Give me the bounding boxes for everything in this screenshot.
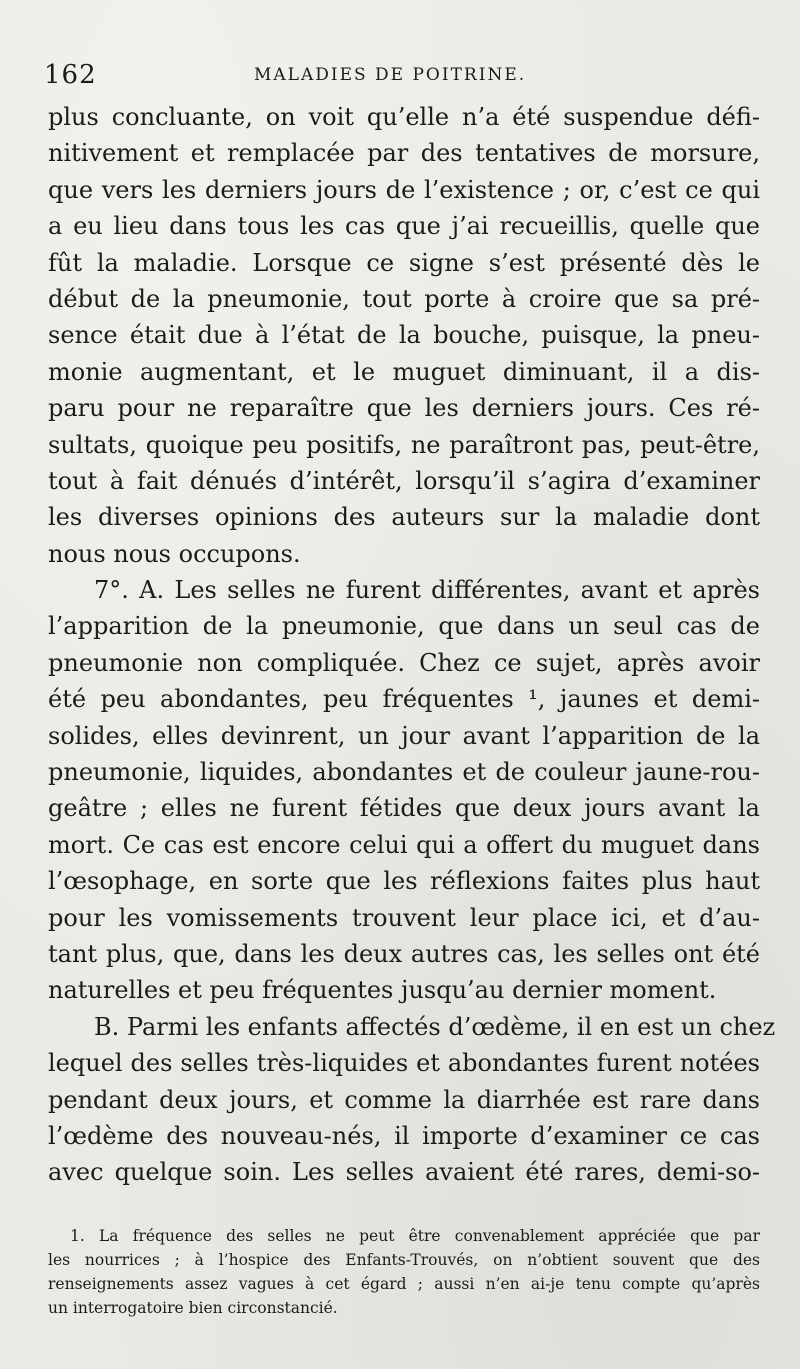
text-line: naturelles et peu fréquentes jusqu’au dernier moment. [48,976,717,1005]
text-line: fût la maladie. Lorsque ce signe s’est présenté dès le [48,248,760,277]
page-number: 162 [44,60,97,90]
footnote-line: les nourrices ; à l’hospice des Enfants-Trouvés, on n’obtient souvent que des [48,1251,760,1269]
text-line: geâtre ; elles ne furent fétides que deux jours avant la [48,794,760,823]
text-line: pour les vomissements trouvent leur place ici, et d’au- [48,903,760,932]
text-line: l’œsophage, en sorte que les réflexions faites plus haut [48,867,760,896]
text-line: nitivement et remplacée par des tentatives de morsure, [48,139,760,168]
text-line: solides, elles devinrent, un jour avant l’apparition de la [48,721,760,750]
text-line: l’œdème des nouveau-nés, il importe d’examiner ce cas [48,1121,760,1150]
text-line: nous nous occupons. [48,539,301,568]
text-line: avec quelque soin. Les selles avaient été rares, demi-so- [48,1158,760,1187]
text-line: été peu abondantes, peu fréquentes ¹, jaunes et demi- [48,685,760,714]
text-line: sence était due à l’état de la bouche, puisque, la pneu- [48,321,760,350]
body-text [48,99,776,1191]
footnotes [48,1224,760,1320]
text-line: tout à fait dénués d’intérêt, lorsqu’il s’agira d’examiner [48,466,760,495]
text-line: tant plus, que, dans les deux autres cas, les selles ont été [48,939,760,968]
text-line: pneumonie, liquides, abondantes et de couleur jaune-rou- [48,758,760,787]
footnote-line: un interrogatoire bien circonstancié. [48,1299,338,1317]
footnote-line: renseignements assez vagues à cet égard ; aussi n’en ai-je tenu compte qu’après [48,1275,760,1293]
text-line: les diverses opinions des auteurs sur la maladie dont [48,503,760,532]
text-line: début de la pneumonie, tout porte à croire que sa pré- [48,284,760,313]
text-line: pendant deux jours, et comme la diarrhée est rare dans [48,1085,760,1114]
text-line: paru pour ne reparaître que les derniers jours. Ces ré- [48,394,760,423]
text-line: l’apparition de la pneumonie, que dans un seul cas de [48,612,760,641]
page-header [44,60,764,90]
text-line: plus concluante, on voit qu’elle n’a été suspendue défi- [48,103,760,131]
text-line: lequel des selles très-liquides et abondantes furent notées [48,1049,760,1078]
text-line: que vers les derniers jours de l’existence ; or, c’est ce qui [48,175,760,204]
text-line: mort. Ce cas est encore celui qui a offert du muguet dans [48,830,760,859]
footnote-line: 1. La fréquence des selles ne peut être convenablement appréciée que par [70,1227,760,1245]
text-line: sultats, quoique peu positifs, ne paraîtront pas, peut-être, [48,430,760,459]
text-line: a eu lieu dans tous les cas que j’ai recueillis, quelle que [48,212,760,241]
text-line: pneumonie non compliquée. Chez ce sujet, après avoir [48,648,760,677]
text-line: B. Parmi les enfants affectés d’œdème, il en est un chez [94,1012,776,1041]
running-head: MALADIES DE POITRINE. [254,65,527,85]
text-line: monie augmentant, et le muguet diminuant, il a dis- [48,357,760,386]
text-line: 7°. A. Les selles ne furent différentes, avant et après [94,576,760,605]
